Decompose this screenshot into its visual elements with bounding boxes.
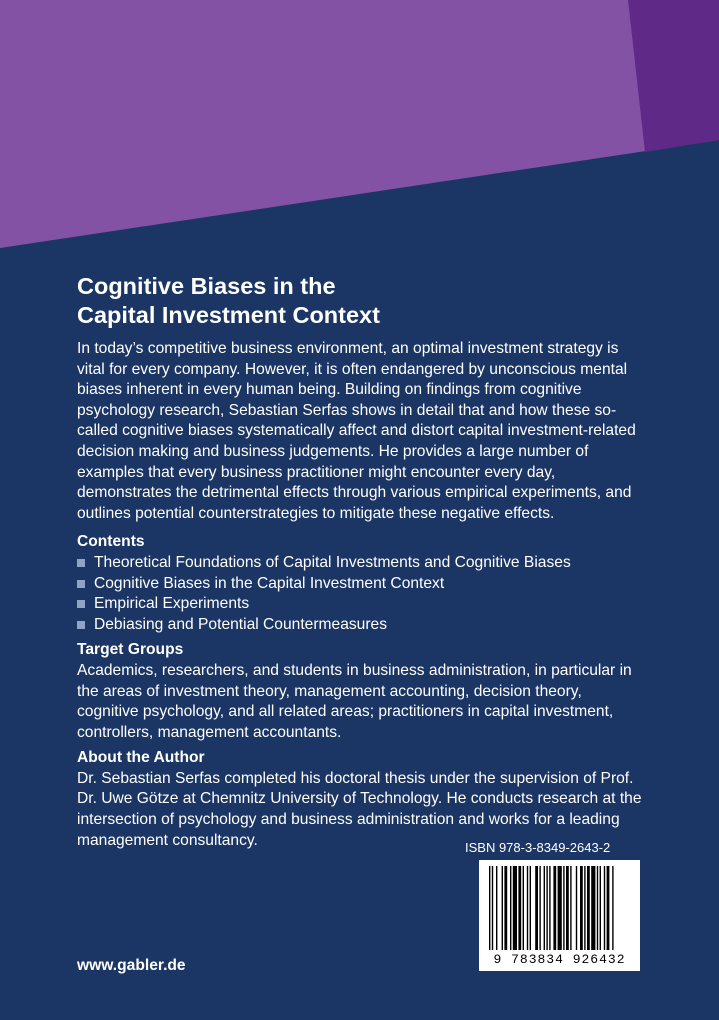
- target-groups-text: Academics, researchers, and students in business administration, in particular in the areas of investment theory, management accounting, decision theory, cognitive psychology, and all related areas; practitioners in capital investment, controllers, management accountants.: [77, 661, 632, 741]
- contents-list: [77, 553, 647, 635]
- bullet-square-icon: [77, 621, 85, 629]
- target-groups-section: [77, 640, 647, 743]
- book-title: [77, 272, 647, 330]
- contents-item-label: Debiasing and Potential Countermeasures: [94, 615, 387, 633]
- contents-item-label: Empirical Experiments: [94, 595, 250, 613]
- bullet-square-icon: [77, 559, 85, 567]
- contents-item: [77, 574, 647, 595]
- contents-item-label: Theoretical Foundations of Capital Investments and Cognitive Biases: [94, 553, 571, 571]
- contents-item: [77, 553, 647, 574]
- bullet-square-icon: [77, 580, 85, 588]
- contents-heading: Contents: [77, 533, 145, 551]
- book-description: In today’s competitive business environment, an optimal investment strategy is vital for every company. However, it is often endangered by unconscious mental biases inherent in every human being. Building on findings from cognitive psychology research, Sebastian Serfas shows in detail that and how these so-called cognitive biases systematically affect and distort capital investment-related decision making and business judgements. He provides a large number of examples that every business practitioner might encounter every day, demonstrates the detrimental effects through various empirical experiments, and outlines potential counterstrategies to mitigate these negative effects.: [77, 340, 636, 522]
- barcode: [479, 860, 640, 971]
- barcode-number: 9 783834 926432: [493, 952, 626, 967]
- about-author-heading: About the Author: [77, 749, 205, 767]
- contents-section: [77, 532, 647, 635]
- contents-item-label: Cognitive Biases in the Capital Investment Context: [94, 574, 445, 592]
- about-author-text: Dr. Sebastian Serfas completed his doctoral thesis under the supervision of Prof. Dr. Uwe Götze at Chemnitz University of Technology. He conducts research at the intersection of psychology and business administration and works for a leading management consultancy.: [77, 769, 642, 849]
- contents-item: [77, 615, 647, 636]
- main-content: [77, 272, 647, 851]
- isbn-label: ISBN 978-3-8349-2643-2: [465, 840, 611, 855]
- book-title-line2: Capital Investment Context: [77, 302, 380, 328]
- about-author-section: [77, 748, 647, 851]
- publisher-website-link[interactable]: www.gabler.de: [77, 957, 186, 974]
- target-groups-heading: Target Groups: [77, 641, 184, 659]
- bullet-square-icon: [77, 600, 85, 608]
- book-title-line1: Cognitive Biases in the: [77, 273, 336, 299]
- contents-item: [77, 594, 647, 615]
